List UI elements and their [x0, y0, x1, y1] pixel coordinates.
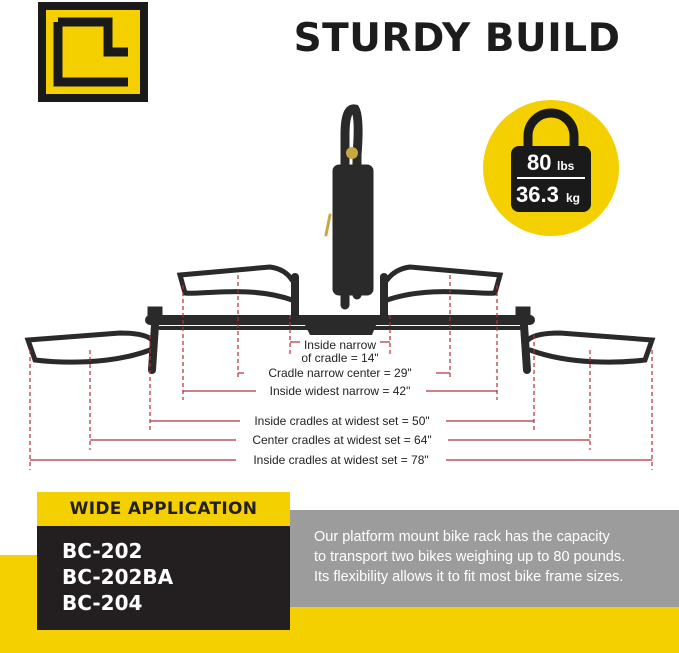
model-list: [62, 538, 173, 616]
product-description: [314, 527, 664, 587]
weight-lbs-value: 80: [527, 150, 552, 175]
weight-lbs-unit: lbs: [557, 159, 575, 173]
dim-label-cradle-narrow-center: Cradle narrow center = 29": [268, 366, 412, 380]
dim-label-center-cradles-64: Center cradles at widest set = 64": [252, 433, 432, 447]
dim-label-inside-widest-narrow: Inside widest narrow = 42": [269, 384, 411, 398]
description-line: Its flexibility allows it to fit most bike frame sizes.: [314, 569, 624, 585]
model-item: BC-202BA: [62, 565, 174, 589]
dim-label-inside-narrow-2: of cradle = 14": [301, 351, 379, 365]
description-line: Our platform mount bike rack has the capacity: [314, 529, 610, 545]
bike-rack-illustration: [28, 109, 652, 370]
dim-label-inside-cradles-50: Inside cradles at widest set = 50": [254, 414, 430, 428]
bike-rack-diagram: [0, 95, 679, 485]
model-item: BC-202: [62, 539, 143, 563]
weight-kg-value: 36.3: [516, 182, 559, 207]
page-title: STURDY BUILD: [293, 16, 621, 61]
weight-kg-unit: kg: [566, 191, 581, 205]
description-line: to transport two bikes weighing up to 80 pounds.: [314, 549, 626, 565]
dim-label-inside-narrow: Inside narrow: [303, 338, 377, 352]
wide-application-header: WIDE APPLICATION: [37, 492, 290, 526]
brand-logo: [38, 2, 148, 102]
dim-label-inside-cradles-78: Inside cradles at widest set = 78": [253, 453, 429, 467]
model-item: BC-204: [62, 591, 143, 615]
